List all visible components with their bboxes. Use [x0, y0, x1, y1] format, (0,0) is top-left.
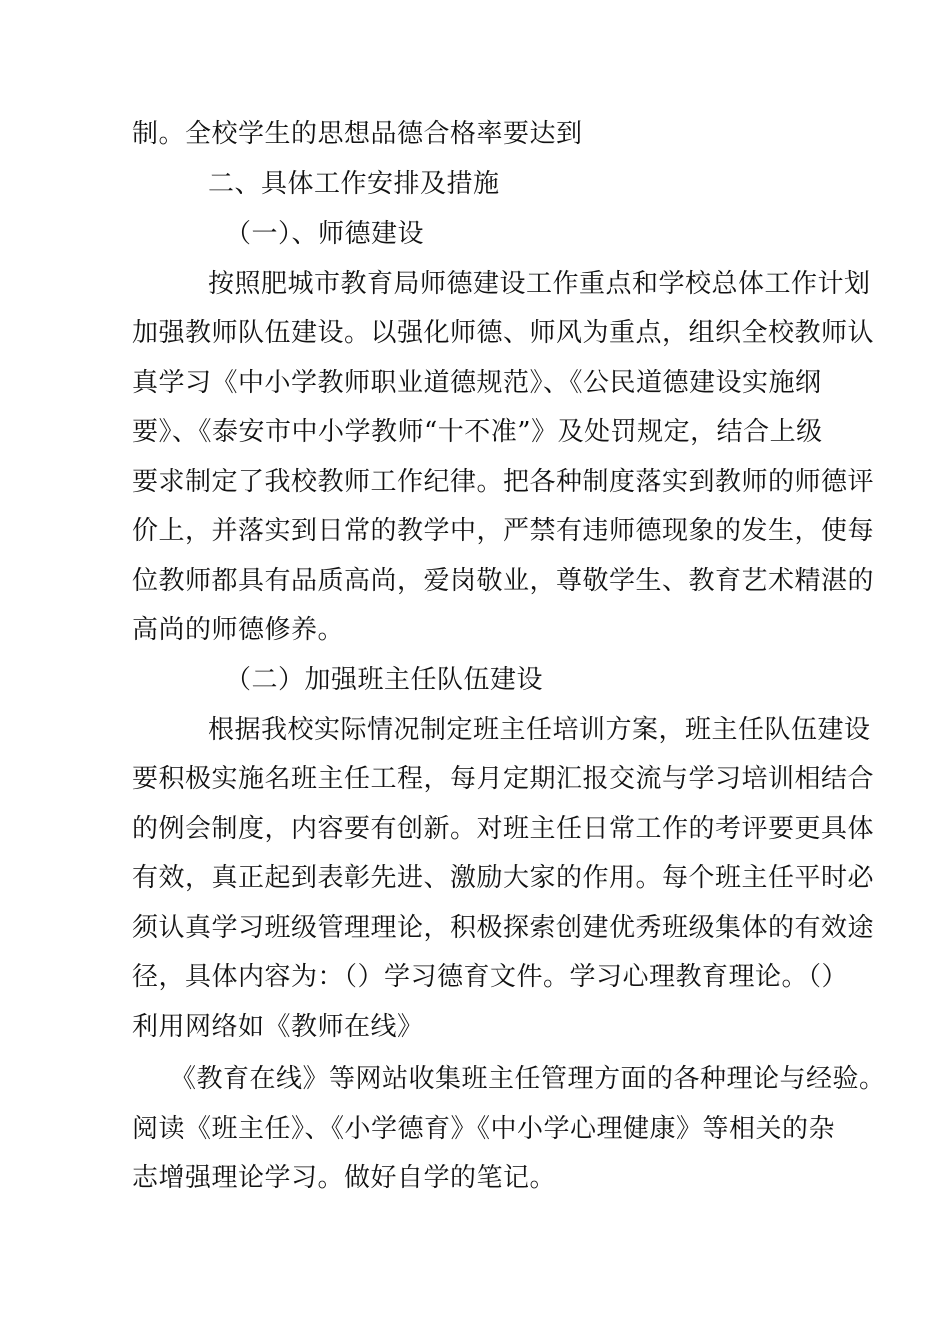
subsection-heading: （一）、师德建设 — [225, 219, 425, 249]
text-line: 真学习《中小学教师职业道德规范》、《公民道德建设实施纲 — [132, 368, 822, 398]
text-line: 《教育在线》等网站收集班主任管理方面的各种理论与经验。 — [170, 1064, 886, 1094]
text-line: 加强教师队伍建设。以强化师德、师风为重点，组织全校教师认 — [132, 318, 875, 348]
text-line: 的例会制度，内容要有创新。对班主任日常工作的考评要更具体 — [132, 814, 875, 844]
text-line: 价上，并落实到日常的教学中，严禁有违师德现象的发生，使每 — [132, 516, 875, 546]
text-line: 要求制定了我校教师工作纪律。把各种制度落实到教师的师德评 — [132, 467, 875, 497]
text-line: 高尚的师德修养。 — [132, 615, 345, 645]
text-line: 要积极实施名班主任工程，每月定期汇报交流与学习培训相结合 — [132, 764, 875, 794]
text-line: 要》、《泰安市中小学教师“十不准”》及处罚规定，结合上级 — [132, 417, 823, 447]
text-line: 位教师都具有品质高尚，爱岗敬业，尊敬学生、教育艺术精湛的 — [132, 566, 875, 596]
text-line: 有效，真正起到表彰先进、激励大家的作用。每个班主任平时必 — [132, 863, 875, 893]
subsection-heading: （二）加强班主任队伍建设 — [225, 665, 544, 695]
text-line: 制。全校学生的思想品德合格率要达到 — [132, 119, 583, 149]
section-heading: 二、具体工作安排及措施 — [208, 169, 500, 199]
text-line: 须认真学习班级管理理论，积极探索创建优秀班级集体的有效途 — [132, 913, 875, 943]
text-line: 根据我校实际情况制定班主任培训方案，班主任队伍建设 — [208, 715, 871, 745]
text-line: 利用网络如《教师在线》 — [132, 1012, 424, 1042]
text-line: 按照肥城市教育局师德建设工作重点和学校总体工作计划 — [208, 269, 871, 299]
text-line: 志增强理论学习。做好自学的笔记。 — [132, 1163, 557, 1193]
text-line: 阅读《班主任》、《小学德育》《中小学心理健康》等相关的杂 — [132, 1114, 836, 1144]
text-line: 径，具体内容为：（）学习德育文件。学习心理教育理论。（） — [132, 962, 849, 992]
